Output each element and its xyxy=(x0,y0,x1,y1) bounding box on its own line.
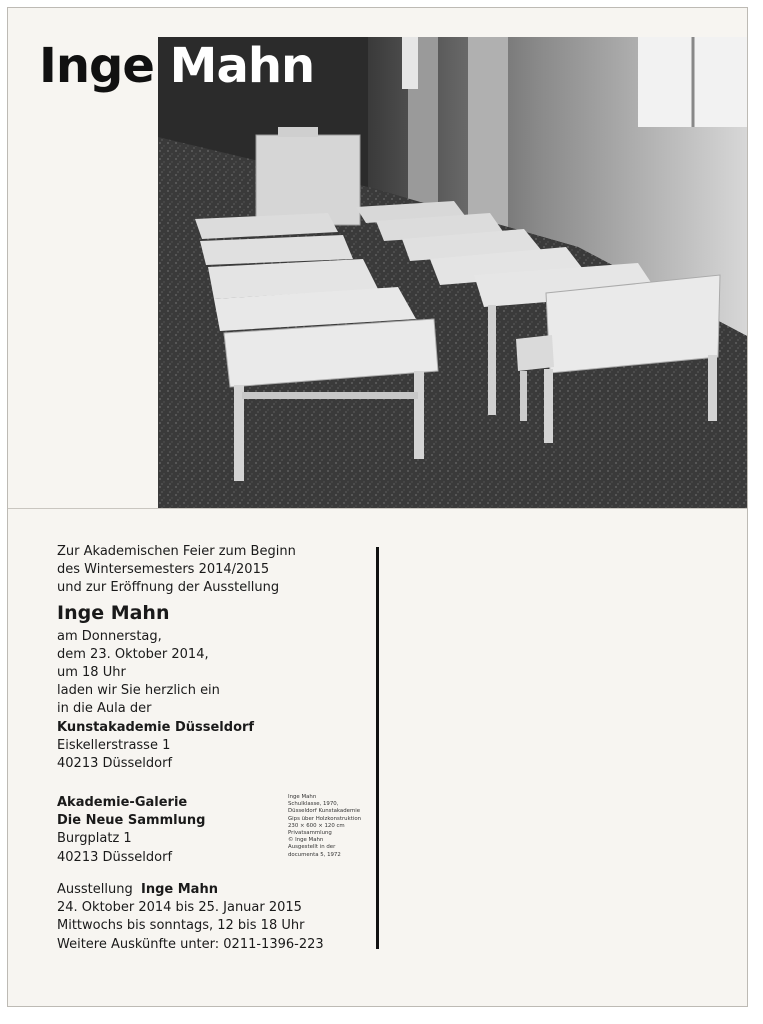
intro-line: des Wintersemesters 2014/2015 xyxy=(57,562,270,578)
gallery-name-2: Die Neue Sammlung xyxy=(57,813,206,829)
invitation-card xyxy=(7,7,748,1007)
gallery-name-1: Akademie-Galerie xyxy=(57,795,188,810)
title-first-name: Inge xyxy=(39,38,154,94)
caption-line: 230 × 600 × 120 cm xyxy=(288,822,345,829)
venue-street: Eiskellerstrasse 1 xyxy=(57,737,171,753)
exhibition-artist: Inge Mahn xyxy=(141,882,218,897)
caption-line: Privatsammlung xyxy=(288,830,332,837)
caption-line: documenta 5, 1972 xyxy=(288,851,341,858)
caption-line: Gips über Holzkonstruktion xyxy=(288,815,362,822)
venue-name: Kunstakademie Düsseldorf xyxy=(57,719,255,735)
caption-line: Ausgestellt in der xyxy=(288,844,336,851)
exhibition-info-line: Weitere Auskünfte unter: 0211-1396-223 xyxy=(57,936,324,952)
intro-line: und zur Eröffnung der Ausstellung xyxy=(57,580,280,596)
vertical-rule xyxy=(376,547,379,949)
invite-line: in die Aula der xyxy=(57,701,152,717)
exhibition-info xyxy=(57,881,324,954)
gallery-city: 40213 Düsseldorf xyxy=(57,849,173,865)
caption-line: © Inge Mahn xyxy=(288,837,324,844)
exhibition-dates: 24. Oktober 2014 bis 25. Januar 2015 xyxy=(57,900,302,916)
caption-line: Inge Mahn xyxy=(288,794,317,800)
invite-line: laden wir Sie herzlich ein xyxy=(57,683,220,699)
caption-line: Düsseldorf Kunstakademie xyxy=(288,808,361,815)
intro-line: Zur Akademischen Feier zum Beginn xyxy=(57,544,296,559)
exhibition-hours: Mittwochs bis sonntags, 12 bis 18 Uhr xyxy=(57,918,305,934)
gallery-address xyxy=(57,794,205,867)
exhibition-heading xyxy=(57,881,324,899)
gallery-street: Burgplatz 1 xyxy=(57,831,132,847)
caption-line: Schulklasse, 1970, xyxy=(288,801,339,808)
artist-name: Inge Mahn xyxy=(57,601,170,624)
title-last-name: Mahn xyxy=(169,38,315,94)
divider-line xyxy=(8,508,747,509)
venue-city: 40213 Düsseldorf xyxy=(57,756,173,772)
artwork-caption xyxy=(288,794,361,859)
invite-line: am Donnerstag, xyxy=(57,628,162,644)
artist-title xyxy=(39,38,315,94)
invite-line: dem 23. Oktober 2014, xyxy=(57,646,209,662)
artwork-photo xyxy=(158,37,748,508)
invite-line: um 18 Uhr xyxy=(57,665,126,681)
invitation-text xyxy=(57,543,296,773)
exhibition-label: Ausstellung xyxy=(57,882,133,897)
